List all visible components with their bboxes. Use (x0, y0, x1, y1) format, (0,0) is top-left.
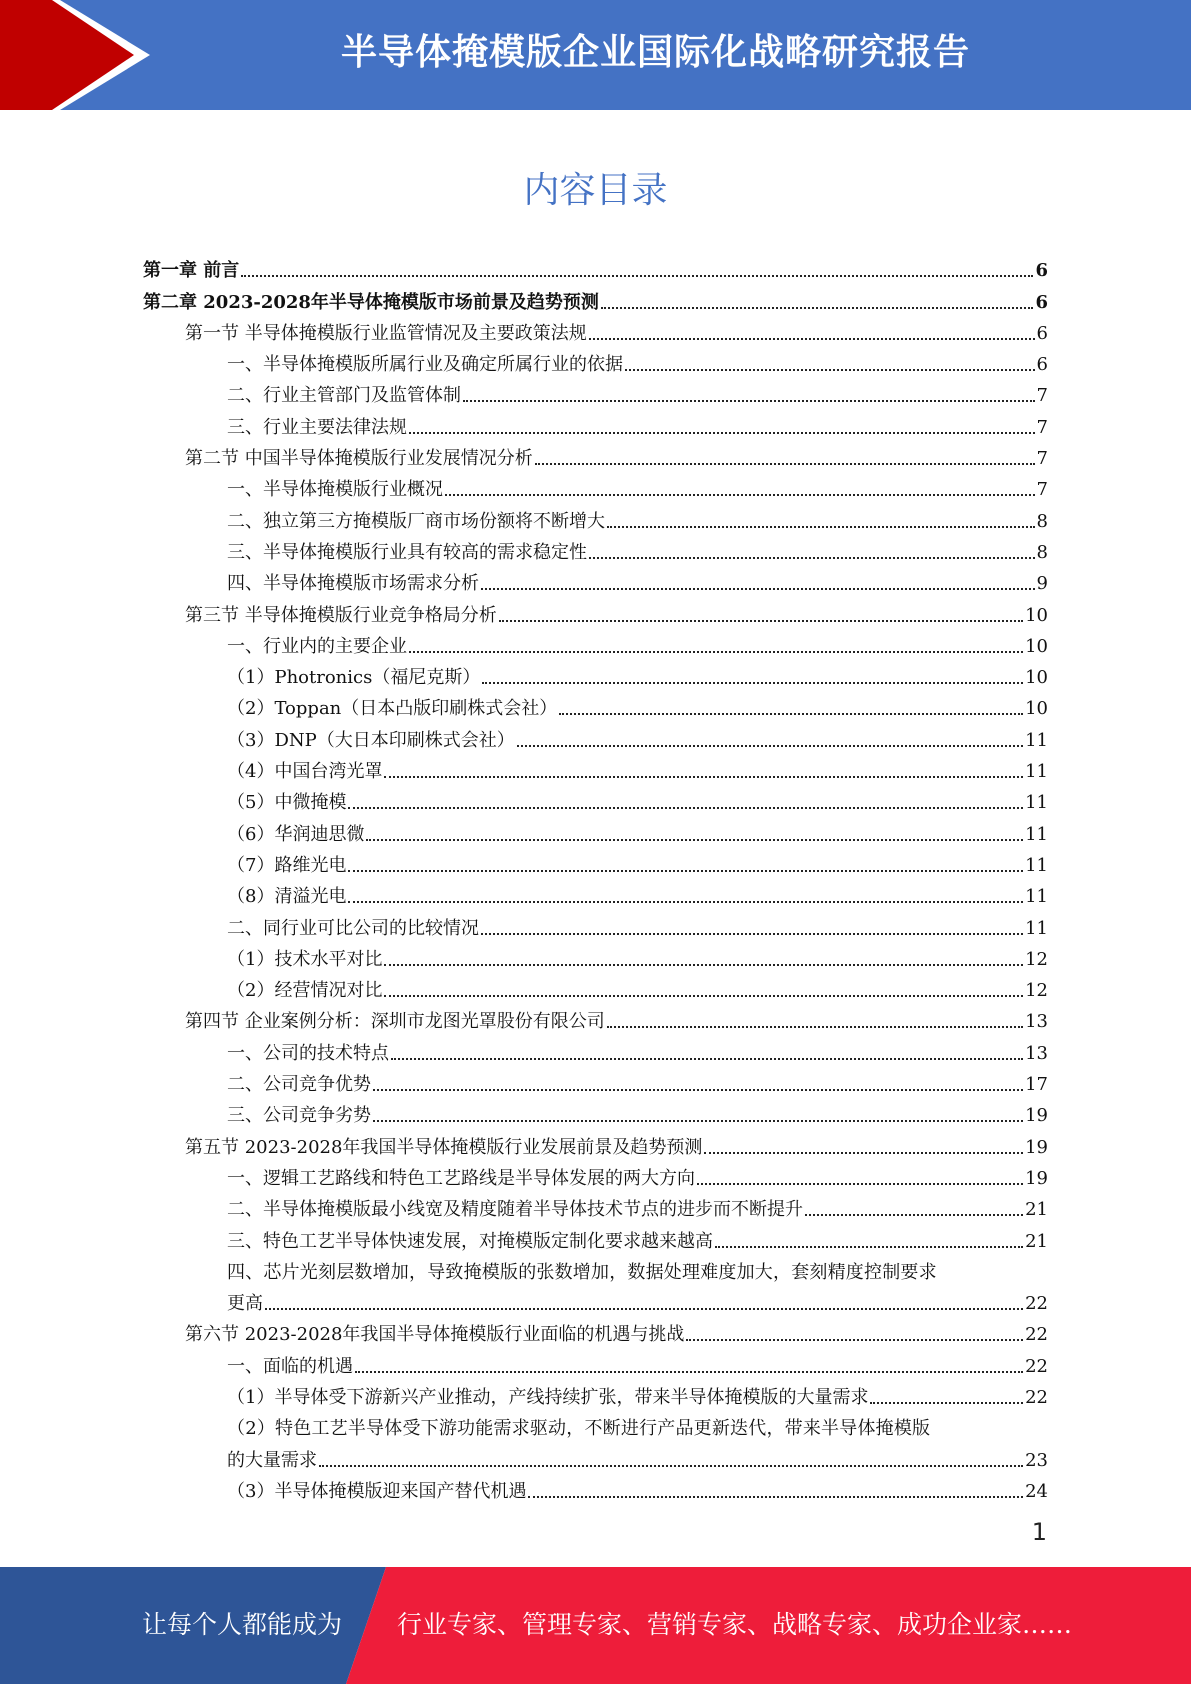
toc-entry[interactable] (143, 442, 1048, 473)
toc-entry-text: 二、公司竞争优势 (227, 1074, 371, 1096)
dot-leader (535, 463, 1035, 465)
dot-leader (686, 1339, 1023, 1341)
toc-entry[interactable] (143, 723, 1048, 754)
toc-page-number: 21 (1025, 1230, 1048, 1252)
toc-page-number: 23 (1025, 1449, 1048, 1471)
dot-leader (697, 1183, 1023, 1185)
dot-leader (625, 369, 1035, 371)
toc-entry[interactable] (143, 473, 1048, 504)
toc-entry-text-cont: 更高 (227, 1293, 263, 1315)
toc-entry[interactable] (143, 1130, 1048, 1161)
toc-page-number: 13 (1025, 1042, 1048, 1064)
toc-entry-text: 第五节 2023-2028年我国半导体掩模版行业发展前景及趋势预测 (185, 1136, 703, 1158)
toc-entry-text: 一、半导体掩模版所属行业及确定所属行业的依据 (227, 354, 623, 376)
dot-leader (384, 964, 1023, 966)
toc-entry[interactable] (143, 1068, 1048, 1099)
toc-entry[interactable] (143, 317, 1048, 348)
toc-entry[interactable] (143, 880, 1048, 911)
toc-page-number: 22 (1025, 1293, 1048, 1315)
toc-entry[interactable] (143, 817, 1048, 848)
toc-entry-text: 三、特色工艺半导体快速发展，对掩模版定制化要求越来越高 (227, 1230, 713, 1252)
footer-banner (0, 1567, 1191, 1684)
toc-entry-text: （4）中国台湾光罩 (227, 761, 383, 783)
toc-entry-text: 一、行业内的主要企业 (227, 635, 407, 657)
footer-slogan-left: 让每个人都能成为 (142, 1610, 343, 1639)
dot-leader (348, 807, 1023, 809)
toc-entry[interactable] (143, 285, 1048, 316)
toc-entry[interactable] (143, 755, 1048, 786)
toc-entry[interactable] (143, 1256, 1048, 1287)
dot-leader (409, 651, 1023, 653)
toc-page-number: 10 (1025, 698, 1048, 720)
toc-entry-text: 一、面临的机遇 (227, 1355, 353, 1377)
toc-page-number: 6 (1036, 322, 1048, 344)
dot-leader (348, 870, 1023, 872)
toc-page-number: 6 (1035, 291, 1048, 313)
toc-entry-text: 三、公司竞争劣势 (227, 1105, 371, 1127)
dot-leader (319, 1465, 1023, 1467)
toc-entry[interactable] (143, 911, 1048, 942)
toc-page-number: 13 (1025, 1011, 1048, 1033)
toc-entry-text: 一、公司的技术特点 (227, 1042, 389, 1064)
toc-entry[interactable] (143, 1475, 1048, 1506)
toc-page-number: 10 (1025, 667, 1048, 689)
toc-page-number: 12 (1025, 948, 1048, 970)
toc-page-number: 6 (1036, 354, 1048, 376)
toc-entry-text: （3）DNP（大日本印刷株式会社） (227, 729, 515, 751)
toc-entry-text: 第六节 2023-2028年我国半导体掩模版行业面临的机遇与挑战 (185, 1324, 685, 1346)
toc-page-number: 11 (1025, 823, 1048, 845)
toc-entry[interactable] (143, 567, 1048, 598)
toc-entry-text: （1）半导体受下游新兴产业推动，产线持续扩张，带来半导体掩模版的大量需求 (227, 1386, 869, 1408)
toc-entry-text: （8）清溢光电 (227, 886, 347, 908)
dot-leader (589, 338, 1035, 340)
toc-entry-text: （3）半导体掩模版迎来国产替代机遇 (227, 1480, 527, 1502)
toc-entry[interactable] (143, 598, 1048, 629)
toc-entry[interactable] (143, 849, 1048, 880)
toc-entry-text: 第二节 中国半导体掩模版行业发展情况分析 (185, 448, 533, 470)
toc-page-number: 9 (1036, 573, 1048, 595)
toc-entry[interactable] (143, 536, 1048, 567)
dot-leader (373, 1089, 1023, 1091)
toc-entry-text: （2）特色工艺半导体受下游功能需求驱动，不断进行产品更新迭代，带来半导体掩模版 (227, 1418, 931, 1440)
dot-leader (805, 1214, 1023, 1216)
dot-leader (409, 432, 1035, 434)
red-chevron-icon (0, 0, 160, 110)
toc-entry[interactable] (143, 1193, 1048, 1224)
toc-page-number: 22 (1025, 1355, 1048, 1377)
toc-page-number: 7 (1036, 416, 1048, 438)
toc-entry-text: 第二章 2023-2028年半导体掩模版市场前景及趋势预测 (143, 291, 599, 313)
toc-entry[interactable] (143, 974, 1048, 1005)
toc-entry-text: （2）经营情况对比 (227, 980, 383, 1002)
toc-entry-text: 一、半导体掩模版行业概况 (227, 479, 443, 501)
dot-leader (517, 745, 1023, 747)
dot-leader (482, 682, 1023, 684)
toc-entry[interactable] (143, 1412, 1048, 1443)
toc-entry-text: 第一章 前言 (143, 260, 240, 282)
toc-entry-continuation[interactable] (143, 1443, 1048, 1474)
toc-entry-text-cont: 的大量需求 (227, 1449, 317, 1471)
dot-leader (715, 1246, 1023, 1248)
toc-page-number: 7 (1036, 448, 1048, 470)
toc-entry[interactable] (143, 1381, 1048, 1412)
dot-leader (481, 933, 1023, 935)
dot-leader (265, 1308, 1023, 1310)
toc-entry[interactable] (143, 504, 1048, 535)
toc-page-number: 8 (1036, 510, 1048, 532)
toc-page-number: 7 (1036, 385, 1048, 407)
toc-page-number: 17 (1025, 1074, 1048, 1096)
dot-leader (870, 1402, 1023, 1404)
dot-leader (704, 1152, 1023, 1154)
toc-page-number: 22 (1025, 1324, 1048, 1346)
table-of-contents (143, 254, 1048, 1506)
toc-entry-text: （6）华润迪思微 (227, 823, 365, 845)
toc-entry-text: 二、独立第三方掩模版厂商市场份额将不断增大 (227, 510, 605, 532)
toc-entry[interactable] (143, 1318, 1048, 1349)
dot-leader (607, 526, 1035, 528)
toc-entry[interactable] (143, 786, 1048, 817)
toc-entry[interactable] (143, 254, 1048, 285)
toc-entry-text: 二、半导体掩模版最小线宽及精度随着半导体技术节点的进步而不断提升 (227, 1199, 803, 1221)
dot-leader (391, 1058, 1023, 1060)
toc-entry-continuation[interactable] (143, 1287, 1048, 1318)
toc-entry-text: 四、芯片光刻层数增加，导致掩模版的张数增加，数据处理难度加大，套刻精度控制要求 (227, 1261, 937, 1283)
toc-entry[interactable] (143, 410, 1048, 441)
toc-entry[interactable] (143, 943, 1048, 974)
dot-leader (384, 995, 1023, 997)
toc-entry-text: （1）Photronics（福尼克斯） (227, 667, 481, 689)
toc-page-number: 8 (1036, 541, 1048, 563)
toc-page-number: 11 (1025, 729, 1048, 751)
toc-page-number: 19 (1025, 1105, 1048, 1127)
toc-entry-text: （2）Toppan（日本凸版印刷株式会社） (227, 698, 558, 720)
toc-entry-text: 第三节 半导体掩模版行业竞争格局分析 (185, 604, 497, 626)
report-header (0, 0, 1191, 110)
toc-page-number: 11 (1025, 917, 1048, 939)
footer-slogan-right: 行业专家、管理专家、营销专家、战略专家、成功企业家…… (397, 1610, 1073, 1639)
dot-leader (601, 307, 1034, 309)
toc-page-number: 7 (1036, 479, 1048, 501)
toc-entry-text: 二、行业主管部门及监管体制 (227, 385, 461, 407)
toc-page-number: 6 (1035, 260, 1048, 282)
toc-page-number: 10 (1025, 604, 1048, 626)
toc-entry-text: 二、同行业可比公司的比较情况 (227, 917, 479, 939)
dot-leader (355, 1371, 1023, 1373)
toc-entry-text: 四、半导体掩模版市场需求分析 (227, 573, 479, 595)
page-number: 1 (1031, 1518, 1047, 1546)
toc-page-number: 11 (1025, 761, 1048, 783)
dot-leader (366, 839, 1023, 841)
dot-leader (373, 1120, 1023, 1122)
toc-entry-text: 一、逻辑工艺路线和特色工艺路线是半导体发展的两大方向 (227, 1167, 695, 1189)
dot-leader (384, 776, 1023, 778)
toc-page-number: 11 (1025, 854, 1048, 876)
dot-leader (241, 275, 1033, 277)
dot-leader (528, 1496, 1023, 1498)
dot-leader (559, 713, 1023, 715)
toc-entry[interactable] (143, 1162, 1048, 1193)
dot-leader (348, 901, 1023, 903)
toc-entry[interactable] (143, 379, 1048, 410)
toc-entry[interactable] (143, 1224, 1048, 1255)
toc-entry-text: （5）中微掩模 (227, 792, 347, 814)
toc-page-number: 22 (1025, 1386, 1048, 1408)
toc-entry[interactable] (143, 348, 1048, 379)
toc-entry[interactable] (143, 661, 1048, 692)
toc-page-number: 11 (1025, 886, 1048, 908)
toc-page-number: 21 (1025, 1199, 1048, 1221)
toc-page-number: 19 (1025, 1136, 1048, 1158)
toc-page-number: 11 (1025, 792, 1048, 814)
toc-entry[interactable] (143, 1349, 1048, 1380)
toc-page-number: 19 (1025, 1167, 1048, 1189)
dot-leader (481, 588, 1035, 590)
report-title: 半导体掩模版企业国际化战略研究报告 (340, 32, 970, 73)
toc-entry-text: （1）技术水平对比 (227, 948, 383, 970)
toc-heading: 内容目录 (523, 170, 668, 211)
toc-page-number: 10 (1025, 635, 1048, 657)
dot-leader (499, 620, 1023, 622)
toc-entry[interactable] (143, 1099, 1048, 1130)
toc-page-number: 12 (1025, 980, 1048, 1002)
toc-entry[interactable] (143, 692, 1048, 723)
dot-leader (463, 400, 1035, 402)
toc-entry-text: 第四节 企业案例分析：深圳市龙图光罩股份有限公司 (185, 1011, 605, 1033)
toc-entry[interactable] (143, 1005, 1048, 1036)
dot-leader (589, 557, 1035, 559)
toc-entry-text: 第一节 半导体掩模版行业监管情况及主要政策法规 (185, 322, 587, 344)
toc-entry-text: 三、半导体掩模版行业具有较高的需求稳定性 (227, 541, 587, 563)
toc-entry-text: （7）路维光电 (227, 854, 347, 876)
toc-entry[interactable] (143, 1036, 1048, 1067)
dot-leader (607, 1026, 1023, 1028)
toc-page-number: 24 (1025, 1480, 1048, 1502)
dot-leader (445, 494, 1035, 496)
toc-entry-text: 三、行业主要法律法规 (227, 416, 407, 438)
toc-entry[interactable] (143, 630, 1048, 661)
